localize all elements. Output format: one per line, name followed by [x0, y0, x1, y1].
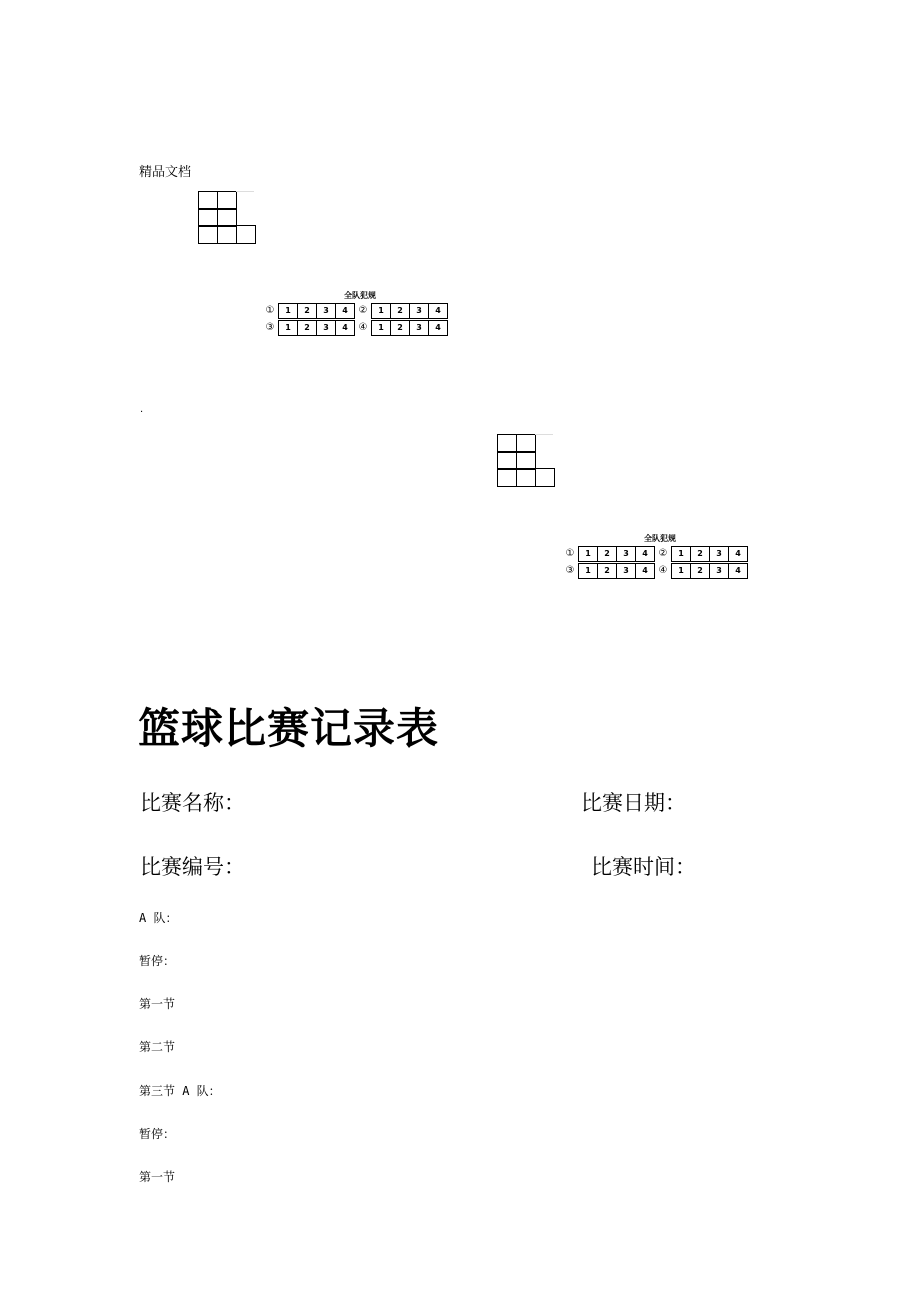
foul-cell[interactable]: 1	[672, 547, 691, 561]
foul-cell[interactable]: 4	[735, 565, 741, 575]
timeout-box[interactable]	[217, 225, 237, 244]
foul-cell[interactable]: 2	[598, 564, 617, 578]
quarter-1-label-2: 第一节	[139, 1170, 176, 1184]
foul-cell[interactable]: 1	[579, 547, 598, 561]
foul-cell[interactable]: 1	[279, 321, 298, 335]
match-number-label: 比赛编号：	[140, 855, 245, 879]
stray-dot: .	[140, 404, 144, 415]
foul-cell[interactable]: 4	[435, 322, 441, 332]
period-marker: ④	[358, 322, 368, 333]
period-marker: ②	[658, 548, 668, 559]
foul-cell[interactable]: 2	[391, 321, 410, 335]
foul-cell[interactable]: 3	[617, 547, 636, 561]
grid-tick	[535, 434, 553, 435]
team-fouls-title: 全队犯规	[344, 291, 376, 300]
period-marker: ①	[265, 305, 275, 316]
foul-cell[interactable]: 3	[617, 564, 636, 578]
fouls-row	[262, 319, 458, 336]
foul-cell[interactable]: 1	[372, 304, 391, 318]
foul-cell[interactable]: 3	[710, 564, 729, 578]
foul-cell[interactable]: 4	[435, 305, 441, 315]
timeout-box[interactable]	[198, 225, 218, 244]
foul-cell[interactable]: 2	[691, 564, 710, 578]
timeout-box[interactable]	[516, 468, 536, 487]
fouls-row	[262, 302, 458, 319]
page-title: 篮球比赛记录表	[138, 704, 440, 753]
foul-cell[interactable]: 1	[279, 304, 298, 318]
foul-cell[interactable]: 2	[391, 304, 410, 318]
team-a-label: A 队：	[139, 911, 178, 925]
foul-cell[interactable]: 3	[317, 321, 336, 335]
match-time-label: 比赛时间：	[591, 855, 696, 879]
quarter-3-team-a-label: 第三节 A 队：	[139, 1084, 221, 1098]
foul-cell[interactable]: 2	[598, 547, 617, 561]
period-marker: ③	[265, 322, 275, 333]
team-fouls-title: 全队犯规	[644, 534, 676, 543]
match-date-label: 比赛日期：	[581, 791, 686, 815]
match-name-label: 比赛名称：	[140, 791, 245, 815]
foul-cell[interactable]: 2	[691, 547, 710, 561]
foul-cell[interactable]: 3	[410, 304, 429, 318]
header-watermark-text: 精品文档	[139, 165, 192, 180]
timeout-box[interactable]	[236, 225, 256, 244]
period-marker: ③	[565, 565, 575, 576]
foul-cell[interactable]: 4	[735, 548, 741, 558]
quarter-1-label: 第一节	[139, 997, 176, 1011]
foul-cell[interactable]: 2	[298, 304, 317, 318]
foul-cell[interactable]: 3	[710, 547, 729, 561]
fouls-row	[562, 545, 758, 562]
foul-cell[interactable]: 1	[672, 564, 691, 578]
foul-cell[interactable]: 4	[342, 322, 348, 332]
timeout-box[interactable]	[535, 468, 555, 487]
foul-cell[interactable]: 3	[410, 321, 429, 335]
grid-tick	[236, 191, 254, 192]
timeout-label: 暂停：	[139, 954, 176, 968]
foul-cell[interactable]: 4	[342, 305, 348, 315]
period-marker: ④	[658, 565, 668, 576]
foul-cell[interactable]: 2	[298, 321, 317, 335]
team-fouls-table-1	[262, 290, 458, 336]
timeout-boxes-2	[497, 434, 555, 488]
team-fouls-table-2	[562, 533, 758, 579]
quarter-2-label: 第二节	[139, 1040, 176, 1054]
foul-cell[interactable]: 4	[642, 548, 648, 558]
timeout-boxes-1	[198, 191, 256, 245]
period-marker: ②	[358, 305, 368, 316]
timeout-box[interactable]	[497, 468, 517, 487]
timeout-label-2: 暂停：	[139, 1127, 176, 1141]
foul-cell[interactable]: 4	[642, 565, 648, 575]
fouls-row	[562, 562, 758, 579]
foul-cell[interactable]: 1	[372, 321, 391, 335]
foul-cell[interactable]: 1	[579, 564, 598, 578]
foul-cell[interactable]: 3	[317, 304, 336, 318]
period-marker: ①	[565, 548, 575, 559]
